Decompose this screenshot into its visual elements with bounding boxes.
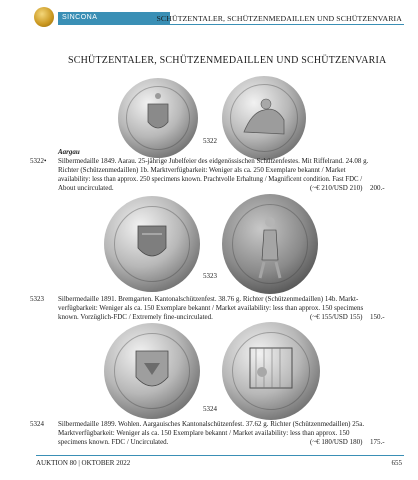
lot-5323 [30,295,410,323]
page-header [0,0,418,32]
coin-5323-reverse [222,194,318,294]
footer-rule [36,455,404,456]
arms-shield-icon [104,196,200,292]
coin-5324-reverse [222,322,320,420]
lot-description-line: About uncirculated. [58,184,114,192]
plate-number-5322: 5322 [203,137,217,145]
lot-description-line: Silbermedaille 1891. Bremgarten. Kantonalschützenfest. 38.76 g. Richter (Schützenmedaillen) 14b. Markt- [58,295,359,303]
lot-price: 150.- [370,313,385,321]
lot-estimate: (~€ 210/USD 210) [310,184,363,192]
lot-description-line: verfügbarkeit: Weniger als ca. 150 Exemplare bekannt / Market availability: less than approx. 150 specimens [58,304,364,312]
lot-price: 200.- [370,184,385,192]
coin-5323-obverse [104,196,200,292]
lot-description-line: known. Vorzüglich-FDC / Extremely fine-uncirculated. [58,313,213,321]
lot-5322 [30,148,410,194]
lot-number: 5324 [30,420,44,428]
lot-description-line: availability: less than approx. 250 specimens known. Prachtvolle Erhaltung / Magnificent condition. Fast FDC / [58,176,363,183]
lot-description-line: Richter (Schützenmedaillen) 1b. Marktverfügbarkeit: Weniger als ca. 250 Exemplare bekannt / Market [58,166,346,174]
coin-5324-obverse [104,323,200,419]
lot-description-line: Silbermedaille 1899. Wohlen. Aargauisches Kantonalschützenfest. 37.62 g. Richter (Schützenmedaillen) 25a. [58,420,365,428]
running-head: SCHÜTZENTALER, SCHÜTZENMEDAILLEN UND SCHÜTZENVARIA [156,14,402,23]
lot-5324 [30,420,410,448]
coat-of-arms-icon [118,78,198,158]
brand-name: SINCONA [62,14,98,21]
marksman-figure-icon [222,194,318,294]
weaver-loom-icon [222,322,320,420]
lot-number: 5323 [30,295,44,303]
sincona-logo-coin-icon [34,7,54,27]
coin-5322-obverse [118,78,198,158]
lot-estimate: (~€ 180/USD 180) [310,438,363,446]
canton-heading: Aargau [58,148,80,156]
plate-number-5324: 5324 [203,405,217,413]
page-number: 655 [391,459,402,467]
lot-description-line: Marktverfügbarkeit: Weniger als ca. 150 Exemplare bekannt / Market availability: less than approx. 150 [58,429,350,437]
lot-estimate: (~€ 155/USD 155) [310,313,363,321]
footer-auction-label: AUKTION 80 | OKTOBER 2022 [36,459,131,467]
header-rule [58,24,404,25]
plate-number-5323: 5323 [203,272,217,280]
lot-price: 175.- [370,438,385,446]
lot-description-line: specimens known. FDC / Uncirculated. [58,438,169,446]
shield-with-arms-icon [104,323,200,419]
lot-number: 5322• [30,157,47,165]
section-title: SCHÜTZENTALER, SCHÜTZENMEDAILLEN UND SCHÜTZENVARIA [68,55,387,66]
lot-description-line: Silbermedaille 1849. Aarau. 25-jährige Jubelfeier des eidgenössischen Schützenfestes. Mit Riffelrand. 24.08 g. [58,157,369,165]
